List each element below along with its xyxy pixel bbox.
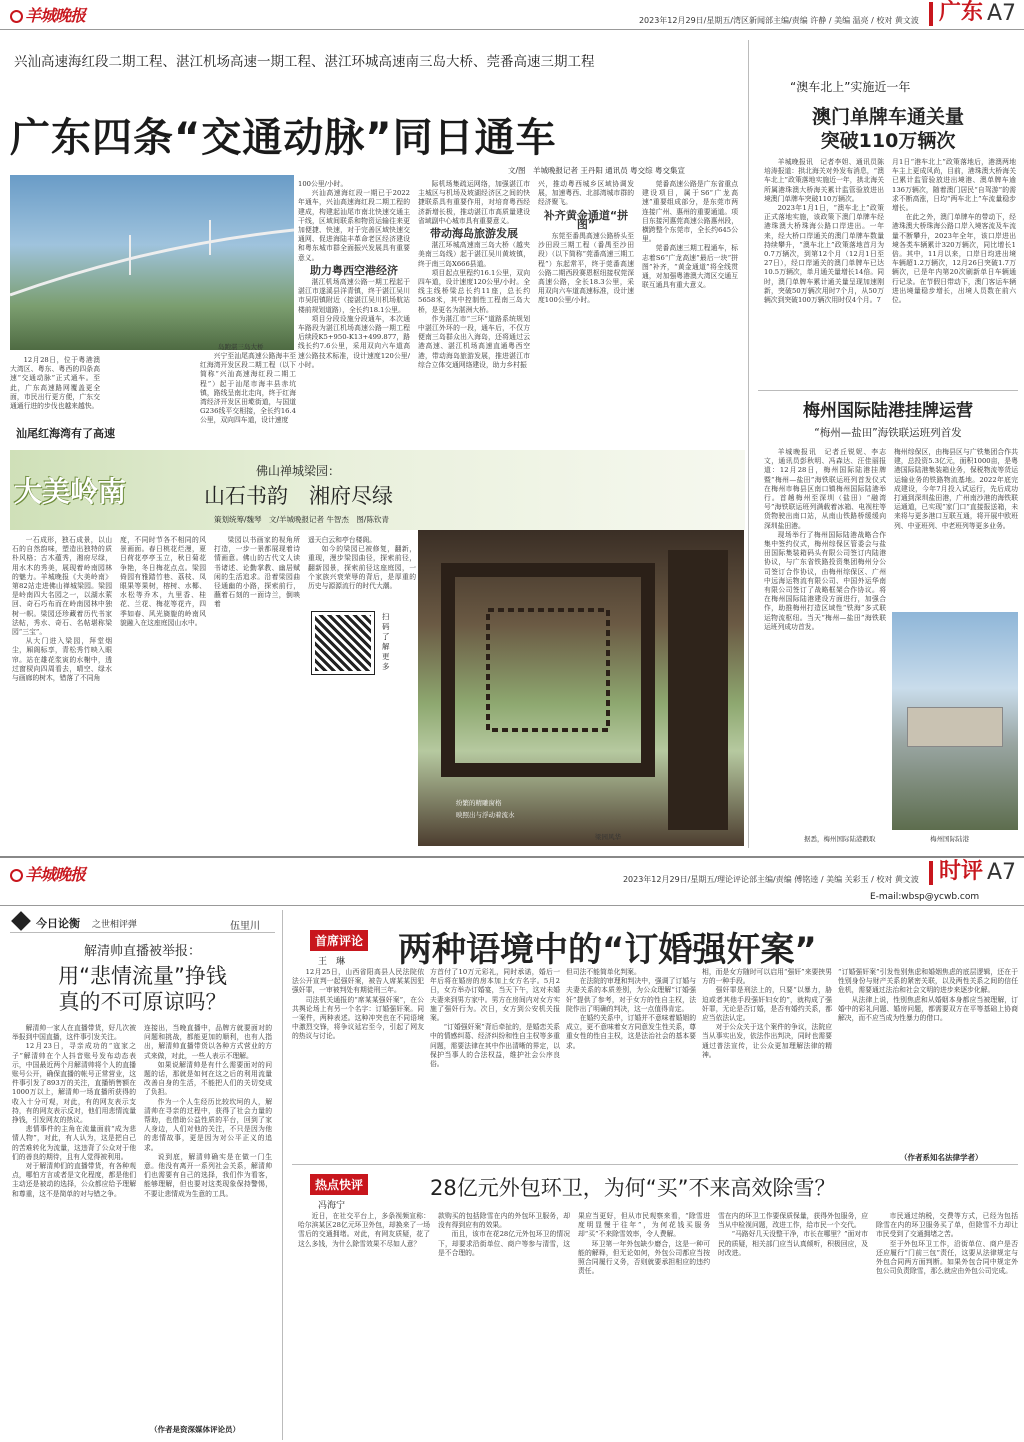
- divider: [758, 390, 1018, 391]
- today-kicker: 解清帅直播被举报：: [83, 944, 201, 959]
- shouxi-col1: [292, 968, 424, 1158]
- lead-col4-b: 湛江环城高速南三岛大桥（越夹美南三岛线）起于湛江吴川黄坡镇，终于南三岛X666县道。: [418, 241, 530, 268]
- feature-col1: [12, 536, 112, 844]
- lead-col4-d: 作为湛江市“三环”道路系统规划中湛江外环的一段，通车后，不仅方便南三岛群众出入海岛，还将通过云港高速、湛江机场高速直通粤西空港，带动海岛旅游发展，推进湛江市综合立体交通网络建设，助力乡村振: [418, 314, 530, 369]
- email-address[interactable]: E-mail:wbsp@ycwb.com: [870, 892, 980, 902]
- subhead-airport: 助力粤西空港经济: [310, 263, 398, 277]
- lead-col4-c: 项目起点里程约16.1公里，双向四车道，设计速度120公里/小时。全线主线桥梁总长约11座，总长约5658米，其中控制性工程南三岛大桥，是更名为湛洲大桥。: [418, 268, 530, 314]
- rebu-col2-b: 而且，该市在花28亿元外包环卫的情况下，却要求沿街单位、商户等参与清雪，这是不合理的。: [438, 1230, 570, 1257]
- bridge-illustration: [10, 175, 294, 350]
- shouxi-col2-a: 方首付了10万元彩礼，同时承诺，婚后一年后将在婚房的房本加上女方名字。5月2日，女方举办订婚宴，当天下午，这对未婚夫妻来到男方家中。男方在房间内对女方实施了强奸行为。次日，女方到公安机关报案。: [430, 968, 560, 1023]
- feature-col2-a: 度，不同时节各不相同的风景画面。春日桃花烂漫，夏日荷花亭亭玉立，秋日菊花争艳，冬日梅花点点。梁园倚园有雅踏竹巷、荔枝、凤眼果等果树，榕树、水椰、水松等乔木，九里香、桂花、兰花、梅花等花卉，四季如春、风光旖旎的岭南风貌融入在这座庭园山水中。: [120, 536, 206, 627]
- today-col2-b: 如果说解清帅是有什么需要面对的问题的话，那就是如何在这之后的利用流量改善自身的生活，不能把人们的关切变成了负担。: [144, 1060, 272, 1097]
- feature-col2: [120, 536, 300, 844]
- feature-col3-a: 遥天白云和亭台楼阁。: [308, 536, 376, 544]
- rebu-col2-a: 款购买的包括除雪在内的外包环卫服务，却没有得到应有的效果。: [438, 1212, 570, 1230]
- section-bar: [929, 2, 933, 26]
- photo-caption: 岛跑湛三岛大桥: [218, 343, 264, 351]
- today-label: 今日论衡: [36, 917, 80, 930]
- second-masthead: [0, 858, 1024, 888]
- today-col1-b: 12月23日，寻亲成功的“寇家之子”解清帅在个人抖音账号发布动态表示，中国最近两个月解清帅将个人的直播账号公开，确保直播的帐号正常营业，这件事引发了893万的关注，直播销售额在1000万以上，解清帅一场直播所获得的收入十分可观，对此，有的网友表示支持，有的网友表示反对，他们用悲情流量挣钱，引发网友的热议。: [12, 1042, 136, 1125]
- meizhou-photo-caption: 梅州国际陆港: [930, 835, 969, 843]
- rebu-col5: [876, 1212, 1018, 1434]
- shouxi-col3: [566, 968, 696, 1158]
- top-masthead: [0, 0, 1024, 30]
- qr-caption: 扫码了解更多: [382, 612, 390, 671]
- macau-col1-b: 2023年1月1日，“澳车北上”政策正式落地实施，该政策下澳门单牌车经港珠澳大桥珠海公路口岸进出。一年来，经大桥口岸通关的澳门单牌车数量持续攀升，“澳车北上”政策落地首月为0.7万辆次，到第12个月（12月1日至27日），经口岸通关的澳门单牌车已达10.5万辆次，单月通关量增长14倍。同时，澳门单牌车累计通关量呈现加速刚新，突破50万辆次用时7个月，从50万辆次到突破100万辆次用时仅4个月。7: [764, 204, 884, 305]
- macau-col1-a: 羊城晚报讯 记者李妲、通讯员陈培涛报道：拱北海关对外发布消息，“澳车北上”政策落地实施近一年，拱北海关所属港珠澳大桥海关累计监管验放进出境澳门单牌车突破110万辆次。: [764, 158, 884, 203]
- macau-col1: [764, 158, 884, 386]
- meizhou-col1-b: 现场举行了梅州国际陆港战略合作集中签约仪式，梅州综保区管委会与盐田国际集装箱码头有限公司签订内陆港协议，与广东省铁路投资集团梅州分公司签订合作协议，由梅州综保区、广州中远海运物流有限公司、中国外运华南有限公司签订了战略框架合作协议。将在梅州国际陆港建设方面进行，加强合作，助推梅州打造区域性“铁海”多式联运物流枢纽。当天“梅州—盐田”海铁联运班列成功首发。: [764, 530, 886, 631]
- macau-headline2: 突破110万辆次: [820, 130, 956, 152]
- header-rule: [0, 905, 1024, 906]
- page-number-2: A7: [986, 860, 1016, 885]
- feature-col1-a: 一石成形，独石成景，以山石的自然韵味，塑造出独特的质朴风格；古木蕴秀，湘府尽绿，用水木的秀美，展现着岭南园林的魅力。羊城晚报《大美岭南》第82站走进佛山禅城梁园。梁园是岭南四大名园之一，以湖水萦回、奇石巧布而在岭南园林中独树一帜。梁园还珍藏着历代书家法帖，秀水、奇石、名帖堪称梁园“三宝”。: [12, 536, 112, 637]
- lead-col1-text: 12月28日，位于粤港澳大湾区、粤东、粤西的四条高速“交通动脉”正式通车。至此，广东高速路网覆盖更全面，市民出行更方便，广东交通通行进的步伐也越来越快。: [10, 356, 100, 411]
- meizhou-photo-credit: 据悉，梅州国际陆港戳取: [804, 835, 876, 843]
- meizhou-col2-text: 梅州综保区，由梅县区与广铁集团合作共建，总投资5.3亿元，面积1000亩，是粤港国际陆港集装箱业务，保税物流等货运运输业务的铁路物流基地。2022年底完成建设，今年7月投入试运行，先后成功打通到深圳盐田港，广州南沙港的海铁联运通道，已实现“家门口”直接报送箱，未来将与更多港口互联互通，将开展中欧班列、中亚班列、中老班列等更多业务。: [894, 448, 1018, 530]
- lead-col2-text: 兴宁至汕尾高速公路海丰至红海湾开发区段二期工程（以下简称“兴汕高速海红段二期工程”）起于汕尾市海丰县赤坑镇，路线呈南北走向，终于红海湾经济开发区田墘街道，与国道G236线平交相接，全长约16.4公里，双向四车道，设计速度: [200, 352, 296, 425]
- rebu-col5-b: 至于外包环卫工作，沿街单位、商户是否还应履行“门前三包”责任，这要从法律规定与外包合同两方面判断。如果外包合同中规定外包公司负责除雪，那么就应由外包公司完成。: [876, 1239, 1018, 1276]
- section-bar-2: [929, 861, 933, 885]
- dateline-2: 2023年12月29日/星期五/理论评论部主编/责编 傅铭逵 / 美编 关彩玉 / 校对 黄文波: [622, 875, 919, 884]
- macau-kicker: “澳车北上”实施近一年: [790, 80, 911, 94]
- today-author: 伍里川: [230, 921, 260, 932]
- lead-col5-c: 莞番高速公路是广东省重点建设项目，属于S6“广龙高速”重要组成部分，是东莞市两连接广州、惠州的重要通道。项目东接河惠莞高速公路惠州段，横跨整个东莞市，全长约645公里。: [642, 180, 738, 244]
- rebu-col5-a: 市民通过纳税，交费等方式，已经为包括除雪在内的环卫服务买了单，但除雪不力却让市民受到了交通拥堵之苦。: [876, 1212, 1018, 1239]
- lead-col1: [10, 356, 100, 411]
- meizhou-headline: 梅州国际陆港挂牌运营: [803, 401, 973, 421]
- feature-kicker: 佛山禅城梁园：: [256, 464, 341, 478]
- shouxi-author: 王 琳: [318, 957, 346, 967]
- today-col1-d: 对于解清帅们的直播带货，有各种观点，哪怕方言或者是文化程度，都是他们主动还是被动的选择，公众都应给予理解和尊重，这不是简单的对与错之争。: [12, 1162, 136, 1198]
- today-label2: 之世相评弹: [92, 920, 138, 930]
- lead-col3-a: 100公里/小时。: [298, 180, 348, 188]
- feature-byline: 策划统筹/魏琴 文/羊城晚报记者 牛智杰 图/陈钦青: [214, 515, 389, 524]
- lead-col5-a: 兴，推动粤西城乡区域协调发展，加速粤西、北部湾城市群的经济聚飞。: [538, 180, 634, 207]
- photo-title: 汕尾红海湾有了高速: [16, 427, 115, 440]
- garden-credit: 梁园风华: [595, 833, 621, 841]
- section-name-2: 时评: [938, 859, 983, 884]
- lead-kicker: 兴汕高速海红段二期工程、湛江机场高速一期工程、湛江环城高速南三岛大桥、莞番高速三期工程: [14, 54, 595, 70]
- macau-col2: [892, 158, 1016, 386]
- meizhou-col1-a: 羊城晚报讯 记者丘锐妮、李志文，通讯员彭秋明、冯森达、汪佳丽报道：12月28日，梅州国际陆港挂牌暨“梅州—盐田”海铁联运班列首发仪式在梅州市梅县区南口镇梅州国际陆港举行。首趟梅州至深圳（盐田）“融湾号”海铁联运班列满载着冰箱、电视柱等货物驶出南口站，从南山铁路桥缓缓向深圳盐田港。: [764, 448, 886, 530]
- shouxi-col3-a: 但司法不能简单化判案。: [566, 968, 641, 976]
- shouxi-col3-c: 在婚约关系中，订婚并不意味着婚姻的成立，更不意味着女方同意发生性关系，尊重女性的性自主权，这是法治社会的基本要求。: [566, 1014, 696, 1050]
- today-col2-c: 作为一个人生经历比较坎坷的人，解清帅在寻亲的过程中，获得了社会力量的帮助，也借助公益性质的平台，回到了家人身边，人们对他的关注，不只是因为他的悲情故事，更是因为对公平正义的追求。: [144, 1097, 272, 1152]
- section-name: 广东: [938, 0, 983, 25]
- bridge-photo: [10, 175, 294, 350]
- rebu-col4: [718, 1212, 868, 1434]
- diamond-icon: [11, 911, 31, 931]
- logo-text: 羊城晚报: [25, 6, 86, 25]
- shouxi-col1-b: 司法机关通报的“席某某强奸案”，在公共舆论场上有另一个名字：订婚强奸案。同一案件，两种表述。这种冲突也在不同语境中激烈交锋，将争议延宕至今，引起了网友的热议与讨论。: [292, 995, 424, 1041]
- today-col1-c: 悲情事件的主角在流量面前“成为悲情人物”，对此，有人认为，这是把自己的苦难转化为流量，这违背了公众对于他们的善良的期待，且有人觉得被利用。: [12, 1125, 136, 1161]
- shouxi-col4-c: 对于公众关于这个案件的争议，法院应当从事实出发，依法作出判决，同时也需要通过普法宣传，让公众更加理解法律的精神。: [702, 1023, 832, 1059]
- lead-col5-d: 莞番高速三期工程通车，标志着S6“广龙高速”最后一块“拼图”补齐，“黄金通道”将全线贯通，对加强粤港澳大湾区交通互联互通具有重大意义。: [642, 244, 738, 290]
- garden-caption1: 纷繁的精雕窗格: [456, 799, 502, 807]
- lead-byline: 文/图 羊城晚报记者 王丹阳 通讯员 粤交综 粤交集宣: [508, 166, 686, 175]
- rebu-col1: [298, 1212, 430, 1434]
- lead-col3-c: 湛江机场高速公路一期工程起于湛江市遂溪县洋青镇，终于湛江吴川市吴阳镇附近（接湛江吴川机场航站楼前规划道路），全长约18.1公里。: [298, 278, 410, 314]
- today-col2: [144, 1024, 272, 1420]
- meizhou-col1: [764, 448, 886, 848]
- rebu-author: 冯海宁: [318, 1201, 346, 1211]
- lead-col3-b: 兴汕高速海红段一期已于2022年通车，兴汕高速海红段二期工程的建成，构建起汕尾市南北快速交通主干线，区域间联系和物资运输往来更加便捷、快速，对于完善区域快速交通网、促进海陆丰革命老区经济建设和粤东城市群全面振兴发展具有重要意义。: [298, 189, 410, 262]
- lead-col4: [418, 180, 530, 445]
- today-column-rule: [282, 910, 283, 1440]
- shouxi-label: 首席评论: [310, 930, 368, 951]
- lead-headline: 广东四条“交通动脉”同日通车: [10, 115, 557, 161]
- logo-ring-icon-2: [10, 869, 23, 882]
- shouxi-col5: [838, 968, 1018, 1150]
- feature-col1-b: 从大门进入梁园，拜堂烟尘，厢阁标享，青松秀竹映入眼帘。站在雄花浆寅的水榭中，透过窗棂向四周看去，晴空、绿水与画廊的树木，错落了不同角: [12, 637, 112, 683]
- section-marker: [929, 0, 1016, 26]
- rebu-rule: [292, 1164, 1018, 1165]
- shouxi-note: （作者系知名法律学者）: [900, 1153, 983, 1162]
- feature-col3: [308, 536, 416, 606]
- today-col2-a: 连接出，当晚直播中，品牌方就要面对的问题和挑战，都能更加的顺利，也有人指出，解清帅直播带货以各种方式营业的方式来做，对此，一些人表示不理解。: [144, 1024, 272, 1060]
- meizhou-subhead: “梅州—盐田”海铁联运班列首发: [814, 427, 962, 439]
- today-headline1: 用“悲情流量”挣钱: [58, 964, 227, 988]
- shouxi-col1-a: 12月25日，山西省阳高县人民法院依法公开宣判一起强奸案，被告人席某某因犯强奸罪，一审被判处有期徒刑三年。: [292, 968, 424, 995]
- rebu-label: 热点快评: [310, 1174, 368, 1195]
- subhead-island: 带动海岛旅游发展: [430, 227, 518, 241]
- today-note: （作者是资深媒体评论员）: [150, 1425, 240, 1434]
- section-marker-2: [929, 854, 1016, 885]
- qr-code-icon[interactable]: [312, 612, 374, 674]
- rebu-col3-b: 环卫第一年外包缺少磨合，这是一种可能的解释，但无论如何，外包公司都应当按照合同履行义务，否则就要承担相应的违约责任。: [578, 1239, 710, 1276]
- shouxi-col4: [702, 968, 832, 1158]
- shouxi-col4-b: 强奸罪是刑法上的，只要“以暴力，胁迫或者其他手段强奸妇女的”，就构成了强奸罪，无论是否订婚，是否有婚约关系，都应当依法认定。: [702, 986, 832, 1023]
- rebu-col4-b: “马路好几天没整干净，市长在哪里？”面对市民的质疑，相关部门应当认真倾听，积极回应，及时改进。: [718, 1230, 868, 1257]
- lead-col4-a: 际机场集疏运网络，加强湛江市主城区与机场及坡湖经济区之间的快捷联系具有重要作用，对培育粤西经济新增长极，推动湛江市高质量建设省域副中心城市具有重要意义。: [418, 180, 530, 225]
- building-shape: [907, 707, 1003, 747]
- lead-col2: [200, 352, 296, 440]
- shouxi-col5-b: 从法律上说，性别焦虑和从婚姻本身都应当被理解，订婚中的彩礼问题、婚房问题，都需要双方在平等基础上协商解决，而不应当成为性暴力的借口。: [838, 995, 1018, 1023]
- lead-col3-d: 项目分段设施分段通车，本次通车路段为湛江机场高速公路一期工程后续段K5+950-K13+499.877，路线长约7.6公里，采用双向六车道高速公路技术标准，设计速度120公里/小时。: [298, 314, 410, 369]
- meizhou-col2: [894, 448, 1018, 610]
- dateline: 2023年12月29日/星期五/湾区新闻部主编/责编 许静 / 美编 温亮 / 校对 黄文波: [638, 16, 919, 25]
- today-col2-d: 说到底，解清帅确实是在做一门生意。他没有离开一系列社会关系，解清帅们也需要有自己的选择，我们作为看客，能够理解，但也要对这类现象保持警惕，不要让悲情成为生意的工具。: [144, 1152, 272, 1198]
- lead-col5: [538, 180, 738, 445]
- lead-col5-b: 东莞至番禺高速公路桥头至沙田段三期工程（番禺至沙田段）（以下简称“莞番高速三期工程”）东起常平，终于莞番高速公路二期西段赛恩枢纽接权莞深高速公路，全长18.3公里，采用双向六车道高速标准，设计速度100公里/小时。: [538, 232, 634, 305]
- feature-headline: 山石书韵 湘府尽绿: [204, 484, 393, 508]
- shouxi-col2: [430, 968, 560, 1158]
- macau-col2-b: 在此之外，澳门单牌车的带动下，经港珠澳大桥珠海公路口岸入境客流及车流量不断攀升，2023年全年，该口岸进出境各类车辆累计320万辆次，同比增长1倍。其中，11月以来，口岸日均进出境车辆超1.2万辆次，12月26日突破1.7万辆次，已是年内第20次刷新单日车辆通行记录。在节假日带动下，澳门客运车辆进出境量稳步增长，出境人员数在前六位。: [892, 213, 1016, 305]
- rebu-col3-a: 果应当更好，但从市民观察来看，“除雪进度明显慢于往年”，为何花钱买服务却“买”不来除雪效率，令人费解。: [578, 1212, 710, 1239]
- logo-text-2: 羊城晚报: [25, 865, 86, 884]
- today-rule: [10, 932, 275, 933]
- logistics-photo: [892, 612, 1018, 830]
- garden-caption2: 映照出与浮动着流水: [456, 811, 515, 819]
- macau-col2-a: 月1日“港车北上”政策落地后，港澳两地车主上更成风尚，目前，港珠澳大桥海关已累计监管验放进出境港、澳单牌车逾136万辆次，随着澳门居民“自驾游”的需求不断高涨，日均“两车北上”车流量稳步增长。: [892, 158, 1016, 213]
- newspaper-logo-2: [10, 862, 85, 885]
- macau-headline1: 澳门单牌车通关量: [811, 106, 964, 128]
- subhead-golden: 补齐黄金通道“拼图”: [543, 208, 629, 231]
- feature-col3-b: 如今的梁园已被修复，翻新，重现，漫步梁园曲径，探索前径，翻新园景，探索前径这座庭园，一个家族兴衰荣辱的背后，是厚重的历史与源源流行的时代大潮。: [308, 545, 416, 591]
- newspaper-logo: [10, 3, 85, 26]
- rebu-col3: [578, 1212, 710, 1434]
- shouxi-col2-b: “订婚强奸案”背后牵扯的，是婚恋关系中的情感纠葛、经济纠纷和性自主权等多重问题，需要法律在其中作出清晰的界定，以保护当事人的合法权益，维护社会公序良俗。: [430, 1023, 560, 1069]
- shouxi-col3-b: 在法院的审理和判决中，强调了订婚与夫妻关系的本质差别，为公众理解“订婚强奸”提供了参考，对于女方的性自主权，法院作出了明确的判决，这一点值得肯定。: [566, 977, 696, 1013]
- rebu-col2: [438, 1212, 570, 1434]
- lead-col3: [298, 180, 410, 445]
- logo-ring-icon: [10, 10, 23, 23]
- shouxi-col4-a: 相，而是女方随时可以启用“强奸”来要挟男方的一种手段。: [702, 968, 832, 986]
- today-col1-a: 解清帅一家人在直播带货，好几次被举报到中国直播，这件事引发关注。: [12, 1024, 136, 1042]
- rebu-col4-a: 雪在内的环卫工作要保质保量，获得外包服务，应当从中检视问题，改进工作，给市民一个交代。: [718, 1212, 868, 1230]
- column-rule: [748, 40, 749, 848]
- feature-column-title: 大美岭南: [14, 475, 127, 508]
- feature-col2-b: 梁园以书画家的视角所打造，一步一景都展现着诗情画意。佛山的古代文人读书诸述、论勤掌教、幽居赋闲的生活追求。沿着梁园曲径通幽的小路，探索前行，蘸着石刻的一面诗兰，倒映着: [214, 536, 300, 609]
- shouxi-headline: 两种语境中的“订婚强奸案”: [398, 930, 817, 970]
- rebu-headline: 28亿元外包环卫，为何“买”不来高效除雪？: [430, 1176, 836, 1200]
- today-headline2: 真的不可原谅吗？: [58, 990, 227, 1014]
- page-number: A7: [986, 1, 1016, 26]
- rebu-col1-text: 近日，在社交平台上，多条视频宣称：哈尔滨某区28亿元环卫外包，却换来了一场雪后的交通拥堵。对此，有网友质疑，花了这么多钱，为什么除雪效果不尽如人意？: [298, 1212, 430, 1248]
- today-col1: [12, 1024, 136, 1434]
- shouxi-col5-a: “订婚强奸案”引发性别焦虑和婚姻焦虑的底层逻辑，还在于性别身份与财产关系的紧密关联，以及两性关系之间的信任危机，需要通过法治和社会文明的进步来逐步化解。: [838, 968, 1018, 995]
